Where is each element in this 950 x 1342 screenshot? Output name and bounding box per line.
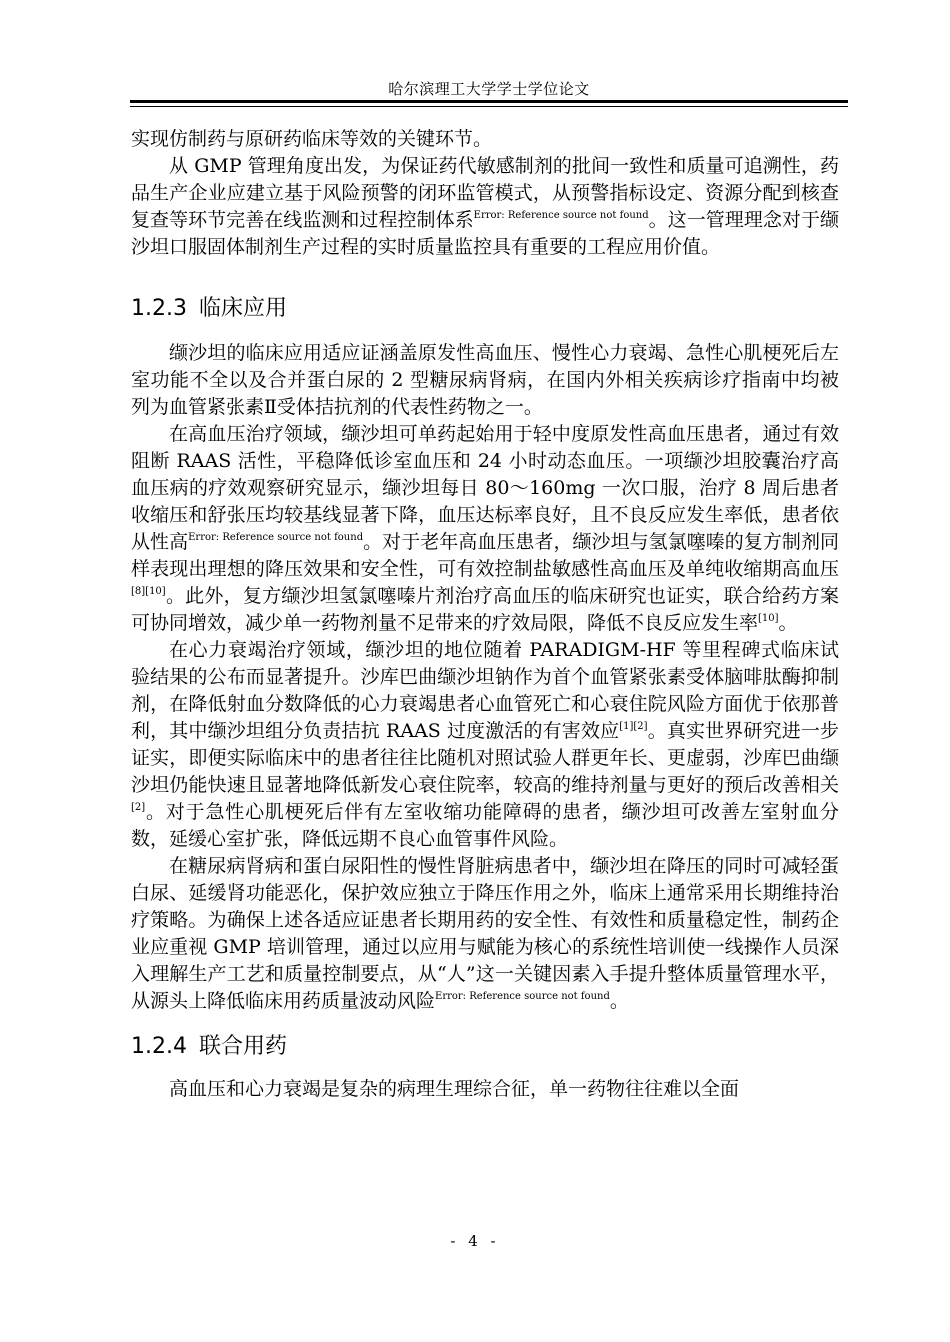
paragraph-text: 。 — [609, 990, 629, 1012]
section-number: 1.2.4 — [131, 1034, 187, 1059]
paragraph-heart-failure — [131, 637, 839, 853]
paragraph-text: 。真实世界研究进一步证实，即便实际临床中的患者往往比随机对照试验人群更年长、更虚弱，沙库巴曲缬沙坦仍能快速且显著地降低新发心衰住院率，较高的维持剂量与更好的预后改善相关 — [131, 720, 839, 796]
paragraph-combination: 高血压和心力衰竭是复杂的病理生理综合征，单一药物往往难以全面 — [169, 1078, 740, 1100]
section-title: 临床应用 — [198, 296, 287, 321]
section-number: 1.2.3 — [131, 296, 187, 321]
paragraph-text: 从 GMP 管理角度出发，为保证药代敏感制剂的批间一致性和质量可追溯性，药品生产企业应建立基于风险预警的闭环监管模式，从预警指标设定、资源分配到核查复查等环节完善在线监测和过程控制体系 — [131, 155, 839, 231]
paragraph-text: 。这一管理理念对于缬沙坦口服固体制剂生产过程的实时质量监控具有重要的工程应用价值。 — [131, 209, 839, 258]
paragraph-text: 在高血压治疗领域，缬沙坦可单药起始用于轻中度原发性高血压患者，通过有效阻断 RAAS 活性，平稳降低诊室血压和 24 小时动态血压。一项缬沙坦胶囊治疗高血压病的疗效观察研究显示，缬沙坦每日 80～160mg 一次口服，治疗 8 周后患者收缩压和舒张压均较基线显著下降，血压达标率良好，且不良反应发生率低，患者依从性高 — [131, 423, 839, 553]
paragraph-text: 。对于老年高血压患者，缬沙坦与氢氯噻嗪的复方制剂同样表现出理想的降压效果和安全性，可有效控制盐敏感性高血压及单纯收缩期高血压 — [131, 531, 839, 580]
citation-error: Error: Reference source not found — [435, 991, 610, 1002]
citation-ref: [10] — [758, 613, 779, 624]
header-rule-thin — [130, 106, 848, 107]
page-number: - 4 - — [450, 1232, 500, 1250]
paragraph-text: 在心力衰竭治疗领域，缬沙坦的地位随着 PARADIGM-HF 等里程碑式临床试验结果的公布而显著提升。沙库巴曲缬沙坦钠作为首个血管紧张素受体脑啡肽酶抑制剂，在降低射血分数降低的心力衰竭患者心血管死亡和心衰住院风险方面优于依那普利，其中缬沙坦组分负责拮抗 RAAS 过度激活的有害效应 — [131, 639, 839, 742]
paragraph-text: 在糖尿病肾病和蛋白尿阳性的慢性肾脏病患者中，缬沙坦在降压的同时可减轻蛋白尿、延缓肾功能恶化，保护效应独立于降压作用之外，临床上通常采用长期维持治疗策略。为确保上述各适应证患者长期用药的安全性、有效性和质量稳定性，制药企业应重视 GMP 培训管理，通过以应用与赋能为核心的系统性培训使一线操作人员深入理解生产工艺和质量控制要点，从“人”这一关键因素入手提升整体质量管理水平，从源头上降低临床用药质量波动风险 — [131, 855, 839, 1012]
citation-ref: [8][10] — [131, 586, 166, 597]
section-heading-1-2-3 — [131, 291, 839, 322]
paragraph-continuation: 实现仿制药与原研药临床等效的关键环节。 — [131, 128, 493, 150]
paragraph-gmp — [131, 153, 839, 261]
paragraph-text: 。此外，复方缬沙坦氢氯噻嗪片剂治疗高血压的临床研究也证实，联合给药方案可协同增效，减少单一药物剂量不足带来的疗效局限，降低不良反应发生率 — [131, 585, 839, 634]
citation-ref: [2] — [131, 802, 146, 813]
section-title: 联合用药 — [198, 1034, 287, 1059]
paragraph-text: 。对于急性心肌梗死后伴有左室收缩功能障碍的患者，缬沙坦可改善左室射血分数，延缓心室扩张，降低远期不良心血管事件风险。 — [131, 801, 839, 850]
citation-error: Error: Reference source not found — [188, 532, 364, 543]
section-heading-1-2-4 — [131, 1029, 839, 1060]
paragraph-text: 。 — [778, 612, 798, 634]
header-rule-thick — [130, 100, 848, 103]
citation-error: Error: Reference source not found — [473, 210, 649, 221]
page-body — [131, 126, 839, 1103]
paragraph-indications: 缬沙坦的临床应用适应证涵盖原发性高血压、慢性心力衰竭、急性心肌梗死后左室功能不全以及合并蛋白尿的 2 型糖尿病肾病，在国内外相关疾病诊疗指南中均被列为血管紧张素Ⅱ受体拮抗剂的代表性药物之一。 — [131, 342, 839, 418]
paragraph-nephropathy — [131, 853, 839, 1015]
running-header: 哈尔滨理工大学学士学位论文 — [388, 80, 590, 98]
citation-ref: [1][2] — [619, 721, 648, 732]
paragraph-hypertension — [131, 421, 839, 637]
